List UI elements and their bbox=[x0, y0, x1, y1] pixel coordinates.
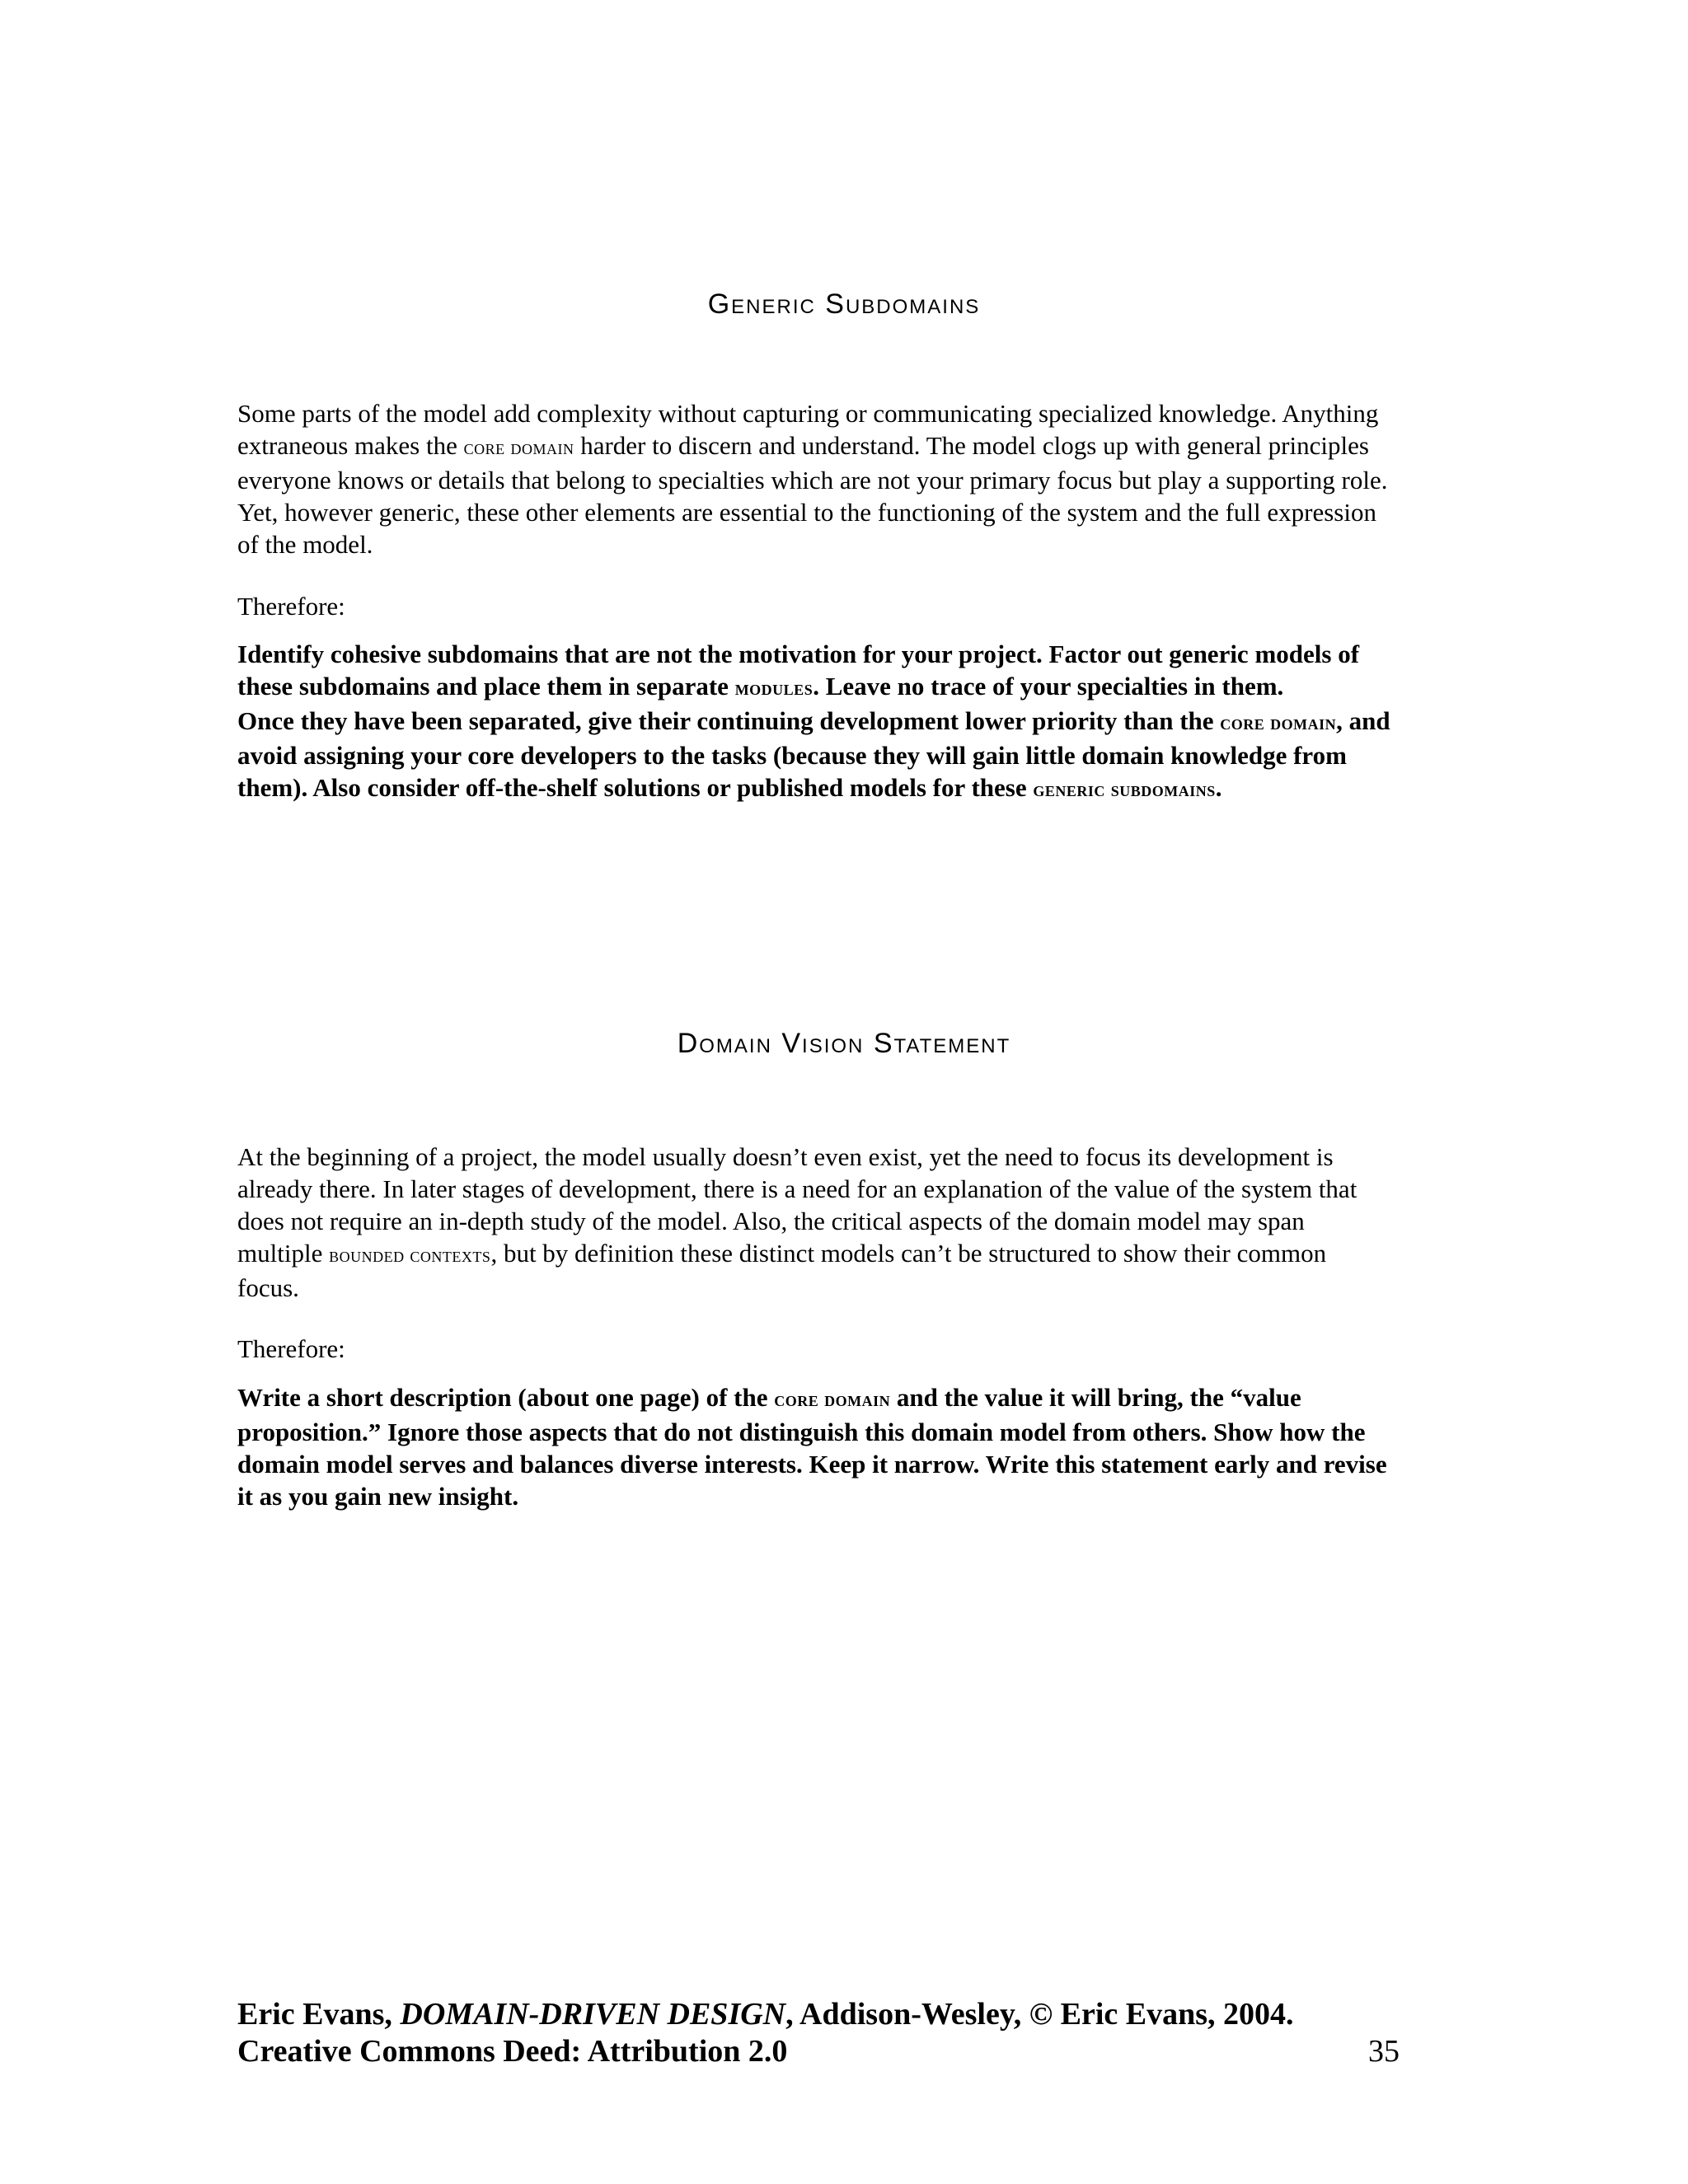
therefore-text: Therefore: bbox=[237, 592, 345, 621]
generic-subdomains-problem bbox=[237, 397, 1391, 560]
problem-paragraph bbox=[237, 397, 1391, 560]
author: Eric Evans, bbox=[237, 1997, 401, 2032]
term-generic-subdomains: generic subdomains bbox=[1033, 778, 1216, 801]
therefore-text: Therefore: bbox=[237, 1334, 345, 1363]
text-run: Once they have been separated, give their continuing development lower priority than the bbox=[237, 706, 1221, 735]
text-run: , and avoid assigning your core developers to the tasks (because they will gain little domain knowledge from them). Also consider off-the-shelf solutions or published models for these bbox=[237, 706, 1390, 802]
section-heading-generic-subdomains: Generic Subdomains bbox=[707, 288, 981, 320]
section-heading-domain-vision-statement: Domain Vision Statement bbox=[677, 1028, 1011, 1059]
text-run: . bbox=[1215, 773, 1222, 802]
publisher-copyright: , Addison-Wesley, © Eric Evans, 2004. bbox=[785, 1997, 1294, 2032]
text-run: , but by definition these distinct models can’t be structured to show their common focus. bbox=[237, 1239, 1327, 1302]
therefore-label bbox=[237, 1333, 1391, 1365]
license-line: Creative Commons Deed: Attribution 2.0 bbox=[237, 2034, 788, 2069]
text-run: Identify cohesive subdomains that are not the motivation for your project. Factor out generic models of these subdomains and place them in separate bbox=[237, 640, 1360, 701]
domain-vision-solution bbox=[237, 1381, 1391, 1512]
text-run: . Leave no trace of your specialties in them. bbox=[813, 672, 1284, 701]
term-core-domain: core domain bbox=[1220, 711, 1337, 734]
citation-line bbox=[237, 1996, 1400, 2033]
solution-paragraph bbox=[237, 638, 1391, 806]
text-run: At the beginning of a project, the model usually doesn’t even exist, yet the need to focus its development is already there. In later stages of development, there is a need for an explanation of the value of the system that does not require an in-depth study of the model. Also, the critical aspects of the domain model may span multiple bbox=[237, 1142, 1357, 1268]
generic-subdomains-solution bbox=[237, 638, 1391, 806]
problem-paragraph bbox=[237, 1141, 1391, 1304]
term-core-domain: core domain bbox=[774, 1388, 891, 1411]
term-bounded-contexts: bounded contexts bbox=[329, 1244, 491, 1267]
term-core-domain: core domain bbox=[463, 436, 574, 459]
text-run: harder to discern and understand. The model clogs up with general principles everyone knows or details that belong to specialties which are not your primary focus but play a supporting role. Yet, however generic, these other elements are essential to the functioning of the system and the full expression of the model. bbox=[237, 431, 1388, 559]
therefore-label bbox=[237, 590, 1391, 622]
book-title: DOMAIN-DRIVEN DESIGN bbox=[400, 1997, 786, 2032]
solution-paragraph bbox=[237, 1381, 1391, 1512]
text-run: Write a short description (about one page) of the bbox=[237, 1383, 775, 1412]
footer-citation bbox=[237, 1996, 1400, 2070]
domain-vision-problem bbox=[237, 1141, 1391, 1304]
text-run: Some parts of the model add complexity without capturing or communicating specialized knowledge. Anything extraneous makes the bbox=[237, 399, 1379, 460]
page-number: 35 bbox=[1368, 2034, 1400, 2069]
term-modules: modules bbox=[734, 677, 814, 700]
text-run: and the value it will bring, the “value proposition.” Ignore those aspects that do not distinguish this domain model from others. Show how the domain model serves and balances diverse interests. Keep it narrow. Write this statement early and revise it as you gain new insight. bbox=[237, 1383, 1387, 1511]
